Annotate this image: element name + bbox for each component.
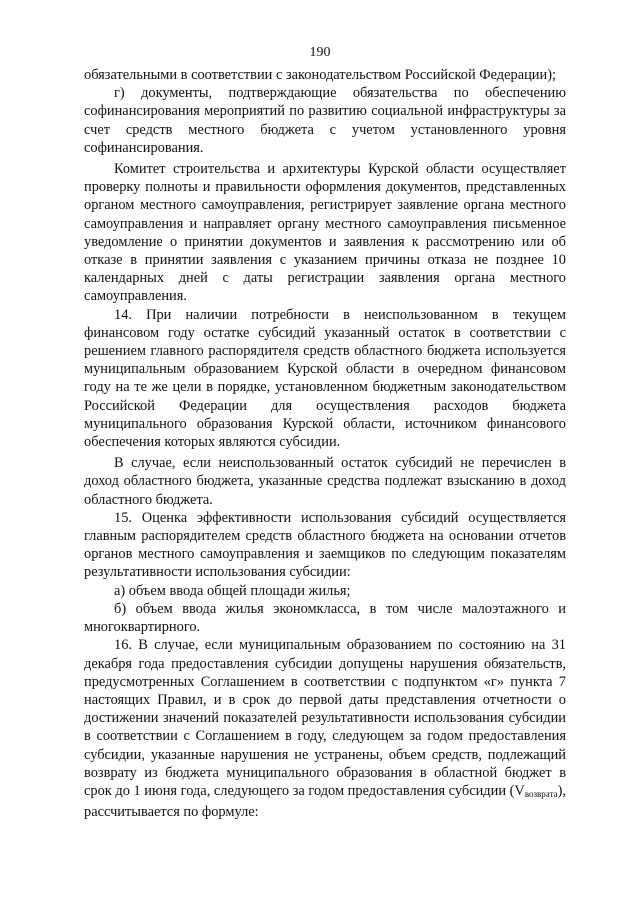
paragraph-14: 14. При наличии потребности в неиспользованном в текущем финансовом году остатке субсидий указанный остаток в соответствии с решением главного распорядителя средств областного бюджета используется муниципальным образованием Курской области в очередном финансовом году на те же цели в порядке, установленном бюджетным законодательством Российской Федерации для осуществления расходов бюджета муниципального образования Курской области, источником финансового обеспечения которых являются субсидии. (84, 306, 566, 451)
document-body (84, 66, 566, 821)
page-number: 190 (309, 45, 331, 60)
paragraph-16 (84, 636, 566, 821)
v-subscript: возврата (524, 788, 558, 799)
paragraph-item-a: а) объем ввода общей площади жилья; (114, 582, 351, 599)
paragraph-committee-review: Комитет строительства и архитектуры Курской области осуществляет проверку полноты и правильности оформления документов, представленных органом местного самоуправления, регистрирует заявление органа местного самоуправления и направляет органу местного самоуправления письменное уведомление о принятии документов и заявления к рассмотрению или об отказе в принятии заявления с указанием причины отказа не позднее 10 календарных дней с даты регистрации заявления органа местного самоуправления. (84, 161, 566, 305)
paragraph-item-g: г) документы, подтверждающие обязательства по обеспечению софинансирования мероприятий по развитию социальной инфраструктуры за счет средств местного бюджета с учетом установленного уровня софинансирования. (84, 85, 566, 156)
paragraph-item-b: б) объем ввода жилья экономкласса, в том числе малоэтажного и многоквартирного. (84, 600, 566, 636)
paragraph-15: 15. Оценка эффективности использования субсидий осуществляется главным распорядителем средств областного бюджета на основании отчетов органов местного самоуправления и заемщиков по следующим показателям результативности использования субсидии: (84, 509, 566, 581)
paragraph-unused-balance: В случае, если неиспользованный остаток субсидий не перечислен в доход областного бюджета, указанные средства подлежат взысканию в доход областного бюджета. (84, 455, 566, 508)
paragraph-16-tail: ), рассчитывается по формуле: (84, 782, 566, 821)
paragraph-16-text: 16. В случае, если муниципальным образованием по состоянию на 31 декабря года предоставления субсидии допущены нарушения обязательств, предусмотренных Соглашением в соответствии с подпунктом «г» пункта 7 настоящих Правил, и в срок до первой даты представления отчетности о достижении значений показателей результативности использования субсидии в соответствии с Соглашением в году, следующем за годом предоставления субсидии, указанные нарушения не устранены, объем средств, подлежащий возврату из бюджета муниципального образования в областной бюджет в срок до 1 июня года, следующего за годом предоставления субсидии (V (84, 637, 566, 799)
paragraph-continuation: обязательными в соответствии с законодательством Российской Федерации); (84, 67, 556, 83)
